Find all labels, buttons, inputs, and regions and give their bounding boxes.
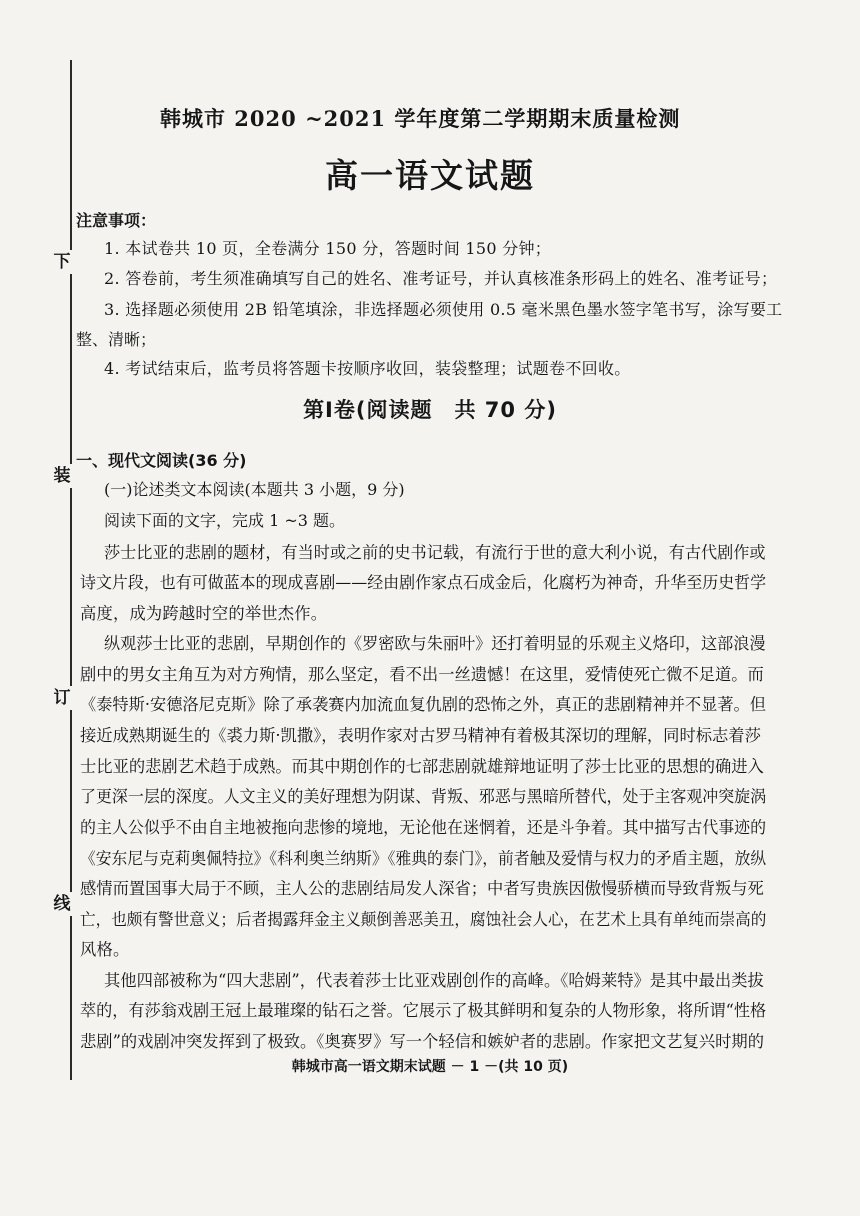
passage-line: 了更深一层的深度。人文主义的美好理想为阴谋、背叛、邪恶与黑暗所替代，处于主客观冲突旋涡 (80, 787, 767, 806)
binding-char-xia: 下 (50, 250, 74, 274)
passage-line: 剧中的男女主角互为对方殉情，那么坚定，看不出一丝遗憾！在这里，爱情使死亡微不足道。而 (80, 665, 764, 684)
passage-line: 莎士比亚的悲剧的题材，有当时或之前的史书记载，有流行于世的意大利小说，有古代剧作或 (104, 543, 766, 562)
passage-line: 的主人公似乎不由自主地被拖向悲惨的境地，无论他在迷惘着，还是斗争着。其中描写古代事迹的 (80, 818, 767, 837)
part-title: 第Ⅰ卷(阅读题 共 70 分) (303, 398, 557, 422)
subject-title: 高一语文试题 (325, 156, 535, 195)
exam-title: 韩城市 2020 ~2021 学年度第二学期期末质量检测 (160, 106, 681, 131)
page-footer: 韩城市高一语文期末试题 － 1 －(共 10 页) (291, 1059, 569, 1075)
passage-line: 纵观莎士比亚的悲剧，早期创作的《罗密欧与朱丽叶》还打着明显的乐观主义烙印，这部浪漫 (104, 634, 766, 653)
sub-section-heading: (一)论述类文本阅读(本题共 3 小题，9 分) (104, 480, 405, 499)
passage-line: 悲剧”的戏剧冲突发挥到了极致。《奥赛罗》写一个轻信和嫉妒者的悲剧。作家把文艺复兴时期的 (80, 1032, 764, 1051)
passage-line: 风格。 (80, 940, 130, 959)
passage-line: 《安东尼与克莉奥佩特拉》《科利奥兰纳斯》《雅典的泰门》，前者触及爱情与权力的矛盾主题，放纵 (80, 849, 767, 868)
notice-item-4: 4. 考试结束后，监考员将答题卡按顺序收回，装袋整理；试题卷不回收。 (104, 359, 631, 378)
binding-line (70, 60, 72, 1080)
section-heading: 一、现代文阅读(36 分) (76, 451, 247, 470)
binding-char-ding: 订 (50, 686, 74, 710)
notice-item-2: 2. 答卷前，考生须准确填写自己的姓名、准考证号，并认真核准条形码上的姓名、准考证号； (104, 269, 778, 288)
notice-heading: 注意事项： (76, 211, 157, 230)
binding-char-xian: 线 (50, 892, 74, 916)
binding-char-zhuang: 装 (50, 464, 74, 488)
reading-instruction: 阅读下面的文字，完成 1 ~3 题。 (104, 511, 346, 530)
notice-item-1: 1. 本试卷共 10 页，全卷满分 150 分，答题时间 150 分钟； (104, 239, 552, 258)
passage-line: 高度，成为跨越时空的举世杰作。 (80, 604, 328, 623)
passage-line: 其他四部被称为“四大悲剧”，代表着莎士比亚戏剧创作的高峰。《哈姆莱特》是其中最出类拔 (104, 971, 764, 990)
passage-line: 萃的，有莎翁戏剧王冠上最璀璨的钻石之誉。它展示了极其鲜明和复杂的人物形象，将所谓“性格 (80, 1001, 767, 1020)
passage-line: 士比亚的悲剧艺术趋于成熟。而其中期创作的七部悲剧就雄辩地证明了莎士比亚的思想的确进入 (80, 757, 764, 776)
notice-item-3: 3. 选择题必须使用 2B 铅笔填涂，非选择题必须使用 0.5 毫米黑色墨水签字笔书写，涂写要工 (104, 300, 783, 319)
passage-line: 亡，也颇有警世意义；后者揭露拜金主义颠倒善恶美丑，腐蚀社会人心，在艺术上具有单纯而崇高的 (80, 910, 767, 929)
passage-line: 诗文片段，也有可做蓝本的现成喜剧——经由剧作家点石成金后，化腐朽为神奇，升华至历史哲学 (80, 573, 767, 592)
passage-line: 感情而置国事大局于不顾，主人公的悲剧结局发人深省；中者写贵族因傲慢骄横而导致背叛与死 (80, 879, 764, 898)
passage-line: 接近成熟期诞生的《裘力斯·凯撒》，表明作家对古罗马精神有着极其深切的理解，同时标志着莎 (80, 726, 761, 745)
notice-item-3-continued: 整、清晰； (76, 330, 157, 349)
passage-line: 《泰特斯·安德洛尼克斯》除了承袭赛内加流血复仇剧的恐怖之外，真正的悲剧精神并不显著。但 (80, 695, 766, 714)
